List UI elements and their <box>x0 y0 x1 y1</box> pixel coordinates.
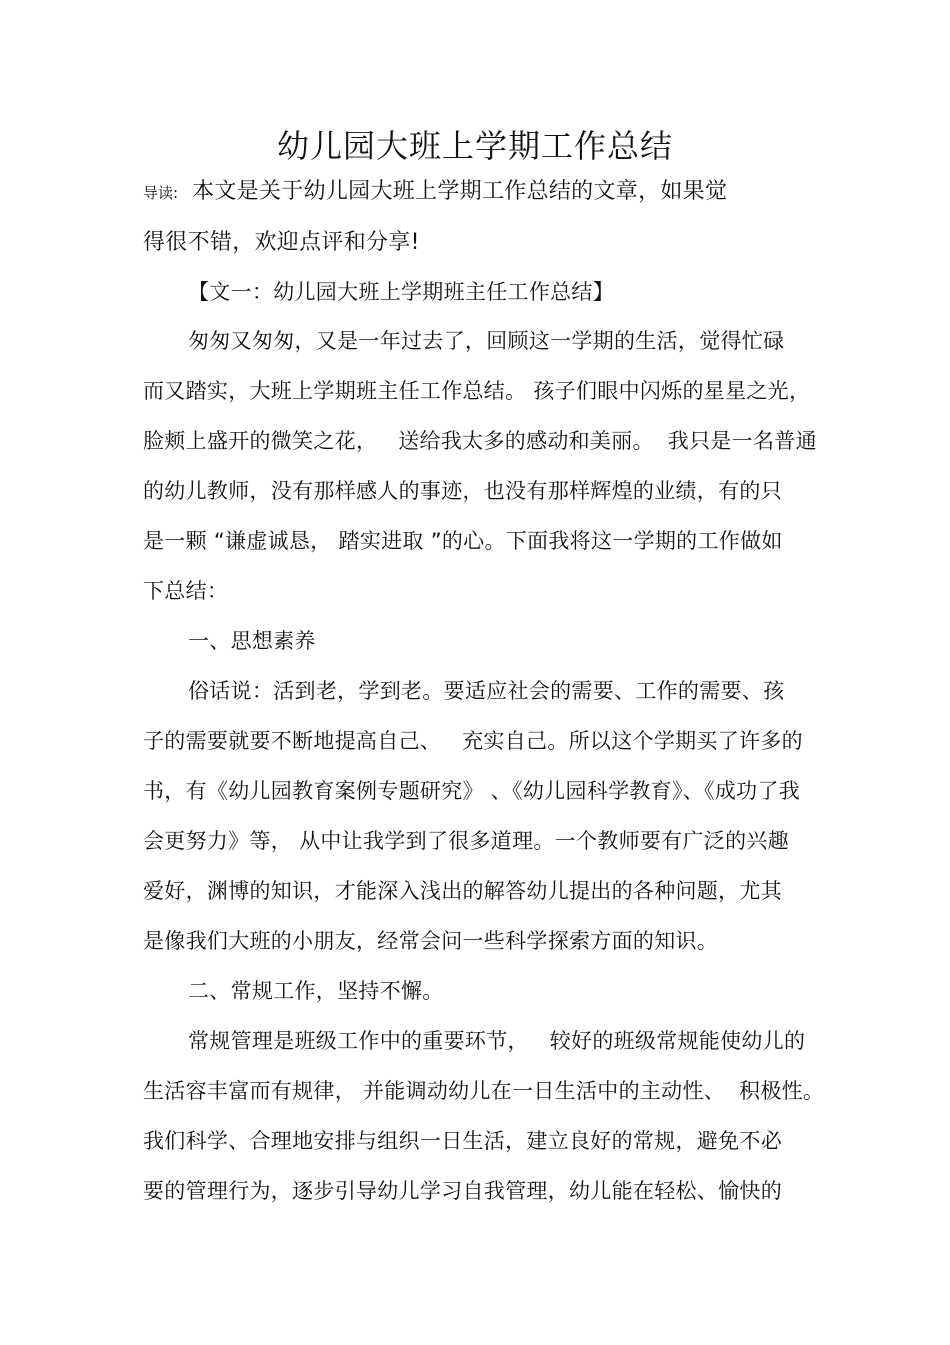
body-line: 而又踏实，大班上学期班主任工作总结。 孩子们眼中闪烁的星星之光， <box>143 379 811 403</box>
body-line: 我们科学、合理地安排与组织一日生活，建立良好的常规，避免不必 <box>143 1129 782 1153</box>
lead-paragraph-line-2: 得很不错，欢迎点评和分享! <box>143 230 420 255</box>
body-line: 生活容丰富而有规律， 并能调动幼儿在一日生活中的主动性、 积极性。 <box>143 1079 825 1103</box>
body-line: 是像我们大班的小朋友，经常会问一些科学探索方面的知识。 <box>143 929 719 953</box>
body-line: 是一颗 “谦虚诚恳， 踏实进取 ”的心。下面我将这一学期的工作做如 <box>143 529 783 553</box>
lead-text: 本文是关于幼儿园大班上学期工作总结的文章，如果觉 <box>192 179 728 204</box>
lead-label: 导读: <box>143 184 179 202</box>
body-line: 要的管理行为，逐步引导幼儿学习自我管理，幼儿能在轻松、愉快的 <box>143 1179 782 1203</box>
body-line: 书，有《幼儿园教育案例专题研究》 、《幼儿园科学教育》、《成功了我 <box>143 779 801 803</box>
body-line: 下总结： <box>143 579 229 603</box>
section-heading-article-one: 【文一：幼儿园大班上学期班主任工作总结】 <box>188 280 614 304</box>
body-line: 匆匆又匆匆，又是一年过去了，回顾这一学期的生活，觉得忙碌 <box>188 329 785 353</box>
body-line: 的幼儿教师，没有那样感人的事迹，也没有那样辉煌的业绩，有的只 <box>143 479 782 503</box>
body-line: 爱好，渊博的知识，才能深入浅出的解答幼儿提出的各种问题，尤其 <box>143 879 782 903</box>
body-line: 会更努力》等， 从中让我学到了很多道理。一个教师要有广泛的兴趣 <box>143 829 789 853</box>
body-line: 俗话说：活到老，学到老。要适应社会的需要、工作的需要、孩 <box>188 679 785 703</box>
body-line: 常规管理是班级工作中的重要环节， 较好的班级常规能使幼儿的 <box>188 1029 806 1053</box>
body-line: 脸颊上盛开的微笑之花， 送给我太多的感动和美丽。 我只是一名普通 <box>143 429 817 453</box>
section-heading: 二、常规工作，坚持不懈。 <box>188 979 444 1003</box>
lead-paragraph-line-1 <box>143 177 727 208</box>
body-line: 子的需要就要不断地提高自己、 充实自己。所以这个学期买了许多的 <box>143 729 803 753</box>
document-title: 幼儿园大班上学期工作总结 <box>276 127 673 165</box>
section-heading: 一、思想素养 <box>188 629 316 653</box>
